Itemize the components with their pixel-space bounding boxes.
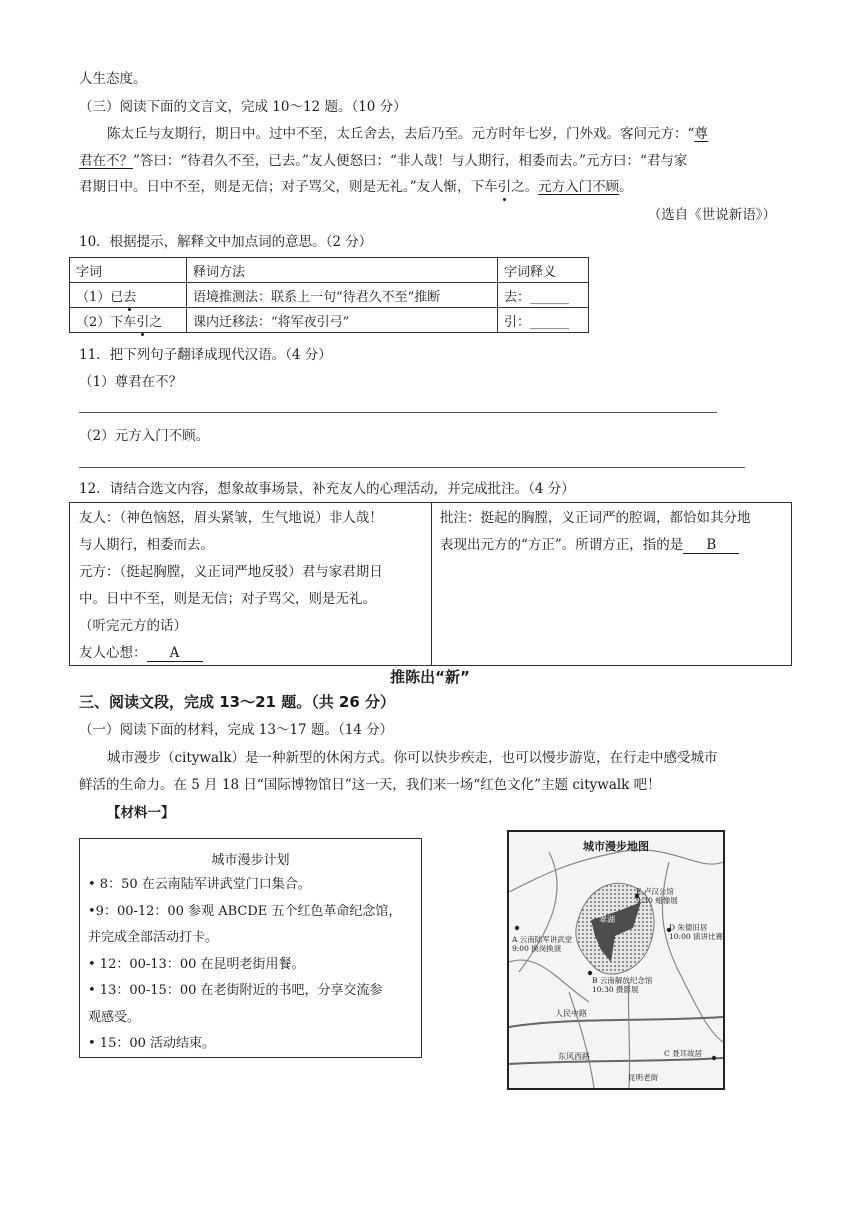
question-12-box <box>69 502 792 666</box>
plan-item: •9：00-12：00 参观 ABCDE 五个红色革命纪念馆， <box>88 903 402 919</box>
table-header-row <box>70 258 589 283</box>
table-header-cell: 字词释义 <box>498 258 589 283</box>
cell-text: （1）已 <box>76 289 124 305</box>
table-row <box>70 283 589 308</box>
annotation-text: 表现出元方的“方正”。所谓方正，指的是 <box>440 537 684 553</box>
passage-text: 之。 <box>511 179 539 195</box>
dialogue-cell <box>79 505 383 667</box>
plan-title: 城市漫步计划 <box>211 853 290 868</box>
map-point-a <box>512 935 572 953</box>
passage-text: 。 <box>619 179 633 195</box>
table-cell-method: 语境推测法：联系上一句“待君久不至”推断 <box>187 283 498 308</box>
dialogue-text: 友人心想： <box>79 645 147 661</box>
map-point-e <box>636 887 678 905</box>
map-point-b <box>592 976 652 994</box>
point-name: A 云南陆军讲武堂 <box>512 935 573 944</box>
table-cell-word <box>70 283 187 308</box>
point-event: 10:00 演讲比赛 <box>669 932 723 941</box>
passage-line-1 <box>107 124 708 144</box>
point-name: B 云南解放纪念馆 <box>592 976 653 985</box>
annotation-line <box>440 532 751 559</box>
answer-line-1[interactable] <box>79 412 717 413</box>
map-point-d <box>669 923 723 941</box>
question-11-sentence-2: （2）元方入门不顾。 <box>79 428 210 444</box>
underlined-phrase: 尊 <box>694 126 708 142</box>
answer-line-2[interactable] <box>79 467 745 468</box>
paragraph-tail: 人生态度。 <box>79 71 147 87</box>
annotation-cell <box>440 505 751 559</box>
material-label: 【材料一】 <box>107 805 175 821</box>
dialogue-line: 友人：（神色恼怒，眉头紧皱，生气地说）非人哉！ <box>79 510 383 526</box>
map-point-c: C 聂耳故居 <box>664 1049 703 1058</box>
box-divider <box>431 503 432 665</box>
section-banner: 推陈出“新” <box>390 668 470 686</box>
intro-line-2: 鲜活的生命力。在 5 月 18 日“国际博物馆日”这一天，我们来一场“红色文化”主题 citywalk 吧！ <box>79 777 661 793</box>
plan-item: • 15：00 活动结束。 <box>88 1036 216 1051</box>
part-3-heading: 三、阅读文段，完成 13～21 题。（共 26 分） <box>79 693 396 711</box>
dialogue-line: 元方：（挺起胸膛，义正词严地反驳）君与家君期日 <box>79 564 383 580</box>
table-cell-word <box>70 308 187 333</box>
underlined-phrase: 元方入门不顾 <box>538 179 620 195</box>
plan-item: • 8：50 在云南陆军讲武堂门口集合。 <box>88 877 311 892</box>
dialogue-line: （听完元方的话） <box>79 618 187 634</box>
point-name: E 卢汉公馆 <box>636 887 674 896</box>
table-row <box>70 308 589 333</box>
question-11-sentence-1: （1）尊君在不？ <box>79 374 183 390</box>
plan-item: • 13：00-15：00 在老街附近的书吧，分享交流参 <box>88 983 383 998</box>
passage-text: 陈太丘与友期行，期日中。过中不至，太丘舍去，去后乃至。元方时年七岁，门外戏。客问元方：“ <box>107 126 695 142</box>
table-header-cell: 释词方法 <box>187 258 498 283</box>
passage-line-2 <box>79 151 687 171</box>
question-11-stem: 11．把下列句子翻译成现代汉语。（4 分） <box>79 347 332 363</box>
point-name: D 朱德旧居 <box>669 923 708 932</box>
point-event: 9:30 蜡像展 <box>636 896 678 905</box>
point-event: 9:00 换岗换演 <box>512 944 562 953</box>
plan-item: • 12：00-13：00 在昆明老街用餐。 <box>88 956 305 972</box>
blank-a[interactable]: A <box>147 645 203 662</box>
dialogue-line: 中。日中不至，则是无信；对子骂父，则是无礼。 <box>79 591 376 607</box>
question-10-stem: 10．根据提示，解释文中加点词的意思。（2 分） <box>79 234 373 250</box>
plan-item: 观感受。 <box>88 1009 141 1025</box>
cell-text: 之 <box>149 314 163 330</box>
plan-item: 并完成全部活动打卡。 <box>88 930 219 945</box>
cell-text: （2）下车 <box>76 314 137 330</box>
underlined-phrase: 君在不？ <box>79 153 133 169</box>
map-title: 城市漫步地图 <box>583 840 649 853</box>
section-heading-classical: （三）阅读下面的文言文，完成 10～12 题。（10 分） <box>79 99 407 115</box>
map-street-label: 昆明老街 <box>628 1073 658 1082</box>
plan-list <box>88 872 401 1058</box>
map-lake-label: 翠湖 <box>599 915 615 924</box>
walk-map <box>507 830 725 1090</box>
map-road-label: 人民中路 <box>555 1009 587 1018</box>
question-10-table <box>69 257 589 333</box>
question-12-stem: 12．请结合选文内容，想象故事场景，补充友人的心理活动，并完成批注。（4 分） <box>79 481 575 497</box>
blank-b[interactable]: B <box>683 537 739 554</box>
dialogue-line: 与人期行，相委而去。 <box>79 537 214 553</box>
annotation-line: 批注：挺起的胸膛，义正词严的腔调，都恰如其分地 <box>440 510 751 526</box>
dotted-word: 去 <box>123 289 137 305</box>
answer-field[interactable]: 去：______ <box>498 283 589 308</box>
dialogue-line <box>79 640 383 667</box>
answer-field[interactable]: 引：______ <box>498 308 589 333</box>
point-event: 10:30 摄影展 <box>592 985 639 994</box>
subsection-heading: （一）阅读下面的材料，完成 13～17 题。（14 分） <box>79 722 394 738</box>
walk-plan-box <box>79 838 422 1058</box>
passage-text: ”答曰：“待君久不至，已去。”友人便怒曰：“非人哉！与人期行，相委而去。”元方曰：“君与家 <box>133 153 688 169</box>
dotted-word: 引 <box>136 314 150 330</box>
passage-source: （选自《世说新语》） <box>647 207 776 223</box>
table-header-cell: 字词 <box>70 258 187 283</box>
passage-text: 君期日中。日中不至，则是无信；对子骂父，则是无礼。”友人惭，下车 <box>79 179 498 195</box>
map-road-label: 东风西路 <box>558 1052 590 1061</box>
passage-line-3 <box>79 177 633 197</box>
table-cell-method: 课内迁移法：“将军夜引弓” <box>187 308 498 333</box>
intro-line-1: 城市漫步（citywalk）是一种新型的休闲方式。你可以快步疾走，也可以慢步游览，在行走中感受城市 <box>107 750 718 766</box>
dotted-word: 引 <box>497 179 512 195</box>
